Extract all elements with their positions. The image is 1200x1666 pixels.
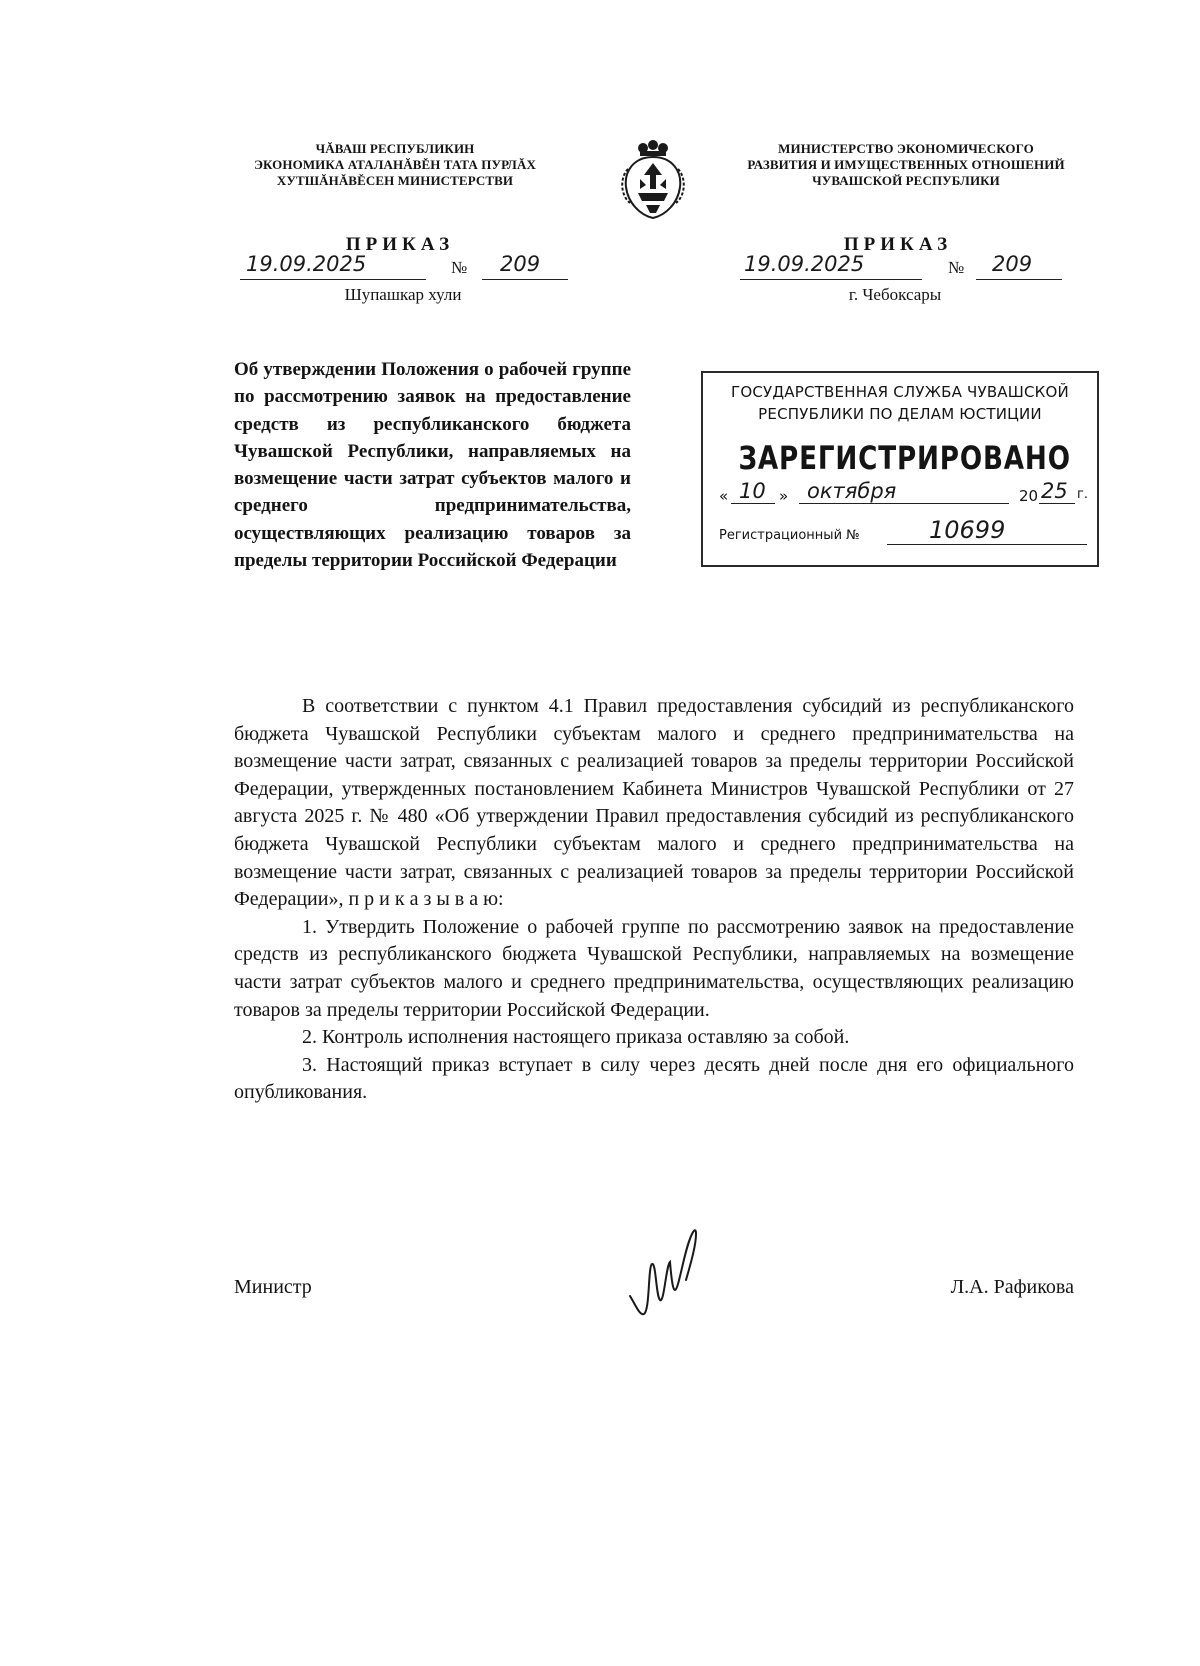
stamp-year-suffix: 25 [1041, 479, 1068, 503]
place-chuvash: Шупашкар хули [344, 285, 462, 304]
stamp-day-line [731, 503, 775, 504]
body-preamble: В соответствии с пунктом 4.1 Правил предоставления субсидий из республиканского бюджета Чувашской Республики субъектам малого и среднего предпринимательства на возмещение части затрат, связанных с реализацией товаров за пределы территории Российской Федерации, утвержденных постановлением Кабинета Министров Чувашской Республики от 27 августа 2025 г. № 480 «Об утверждении Правил предоставления субсидий из республиканского бюджета Чувашской Республики субъектам малого и среднего предпринимательства на возмещение части затрат, связанных с реализацией товаров за пределы территории Российской Федерации», п р и к а з ы в а ю: [234, 695, 1074, 911]
stamp-reg-line [887, 544, 1087, 545]
body-item: 2. Контроль исполнения настоящего приказа оставляю за собой. [302, 1026, 850, 1049]
stamp-year-prefix: 20 [1019, 487, 1039, 505]
stamp-month: октября [807, 479, 897, 503]
stamp-quote-open: « [719, 487, 729, 505]
org-name-chuvash [230, 141, 560, 189]
stamp-agency-line: ГОСУДАРСТВЕННАЯ СЛУЖБА ЧУВАШСКОЙ [731, 383, 1069, 401]
stamp-status: ЗАРЕГИСТРИРОВАНО [738, 439, 1071, 477]
org-line: ЧУВАШСКОЙ РЕСПУБЛИКИ [812, 173, 1000, 188]
number-sign: № [451, 258, 468, 277]
stamp-reg-label: Регистрационный № [719, 528, 860, 543]
signatory-name: Л.А. Рафикова [950, 1276, 1074, 1298]
org-line: ЭКОНОМИКА АТАЛАНĂВĚН ТАТА ПУРЛĂХ [254, 157, 536, 172]
org-line: ХУТШĂНĂВĚСЕН МИНИСТЕРСТВИ [276, 173, 514, 188]
stamp-agency-line: РЕСПУБЛИКИ ПО ДЕЛАМ ЮСТИЦИИ [758, 405, 1042, 423]
body-item: 1. Утвердить Положение о рабочей группе по рассмотрению заявок на предоставление средств из республиканского бюджета Чувашской Республики, направляемых на возмещение части затрат субъектов малого и среднего предпринимательства, осуществляющих реализацию товаров за пределы территории Российской Федерации. [234, 915, 1074, 1021]
chuvash-coat-of-arms-icon [616, 139, 690, 221]
order-date-chuvash: 19.09.2025 [246, 252, 367, 276]
document-title: Об утверждении Положения о рабочей группе по рассмотрению заявок на предоставление средств из республиканского бюджета Чувашской Республики, направляемых на возмещение части затрат субъектов малого и среднего предпринимательства, осуществляющих реализацию товаров за пределы территории Российской Федерации [234, 359, 631, 572]
stamp-year-line [1039, 503, 1075, 504]
stamp-reg-number: 10699 [929, 516, 1006, 544]
handwritten-signature [626, 1226, 726, 1326]
stamp-quote-close: » [779, 487, 789, 505]
stamp-month-line [799, 503, 1009, 504]
signatory-position: Министр [234, 1276, 312, 1298]
registration-stamp [701, 371, 1099, 567]
document-body [234, 693, 1074, 1107]
stamp-year-unit: г. [1077, 487, 1088, 502]
org-line: МИНИСТЕРСТВО ЭКОНОМИЧЕСКОГО [778, 141, 1034, 156]
stamp-date-row [719, 481, 1089, 511]
body-item: 3. Настоящий приказ вступает в силу через десять дней после дня его официального опубликования. [234, 1053, 1074, 1104]
order-date-russian: 19.09.2025 [744, 252, 865, 276]
order-number-chuvash: 209 [500, 252, 541, 276]
stamp-day: 10 [739, 479, 766, 503]
order-heading-russian: ПРИКАЗ [843, 234, 953, 255]
org-name-ministry [722, 141, 1090, 189]
org-line: ЧĂВАШ РЕСПУБЛИКИН [315, 141, 475, 156]
org-line: РАЗВИТИЯ И ИМУЩЕСТВЕННЫХ ОТНОШЕНИЙ [747, 157, 1065, 172]
order-heading-chuvash: ПРИКАЗ [345, 234, 455, 255]
number-sign: № [948, 258, 965, 277]
place-russian: г. Чебоксары [848, 285, 942, 304]
stamp-reg-row [719, 518, 1089, 548]
order-number-russian: 209 [992, 252, 1033, 276]
